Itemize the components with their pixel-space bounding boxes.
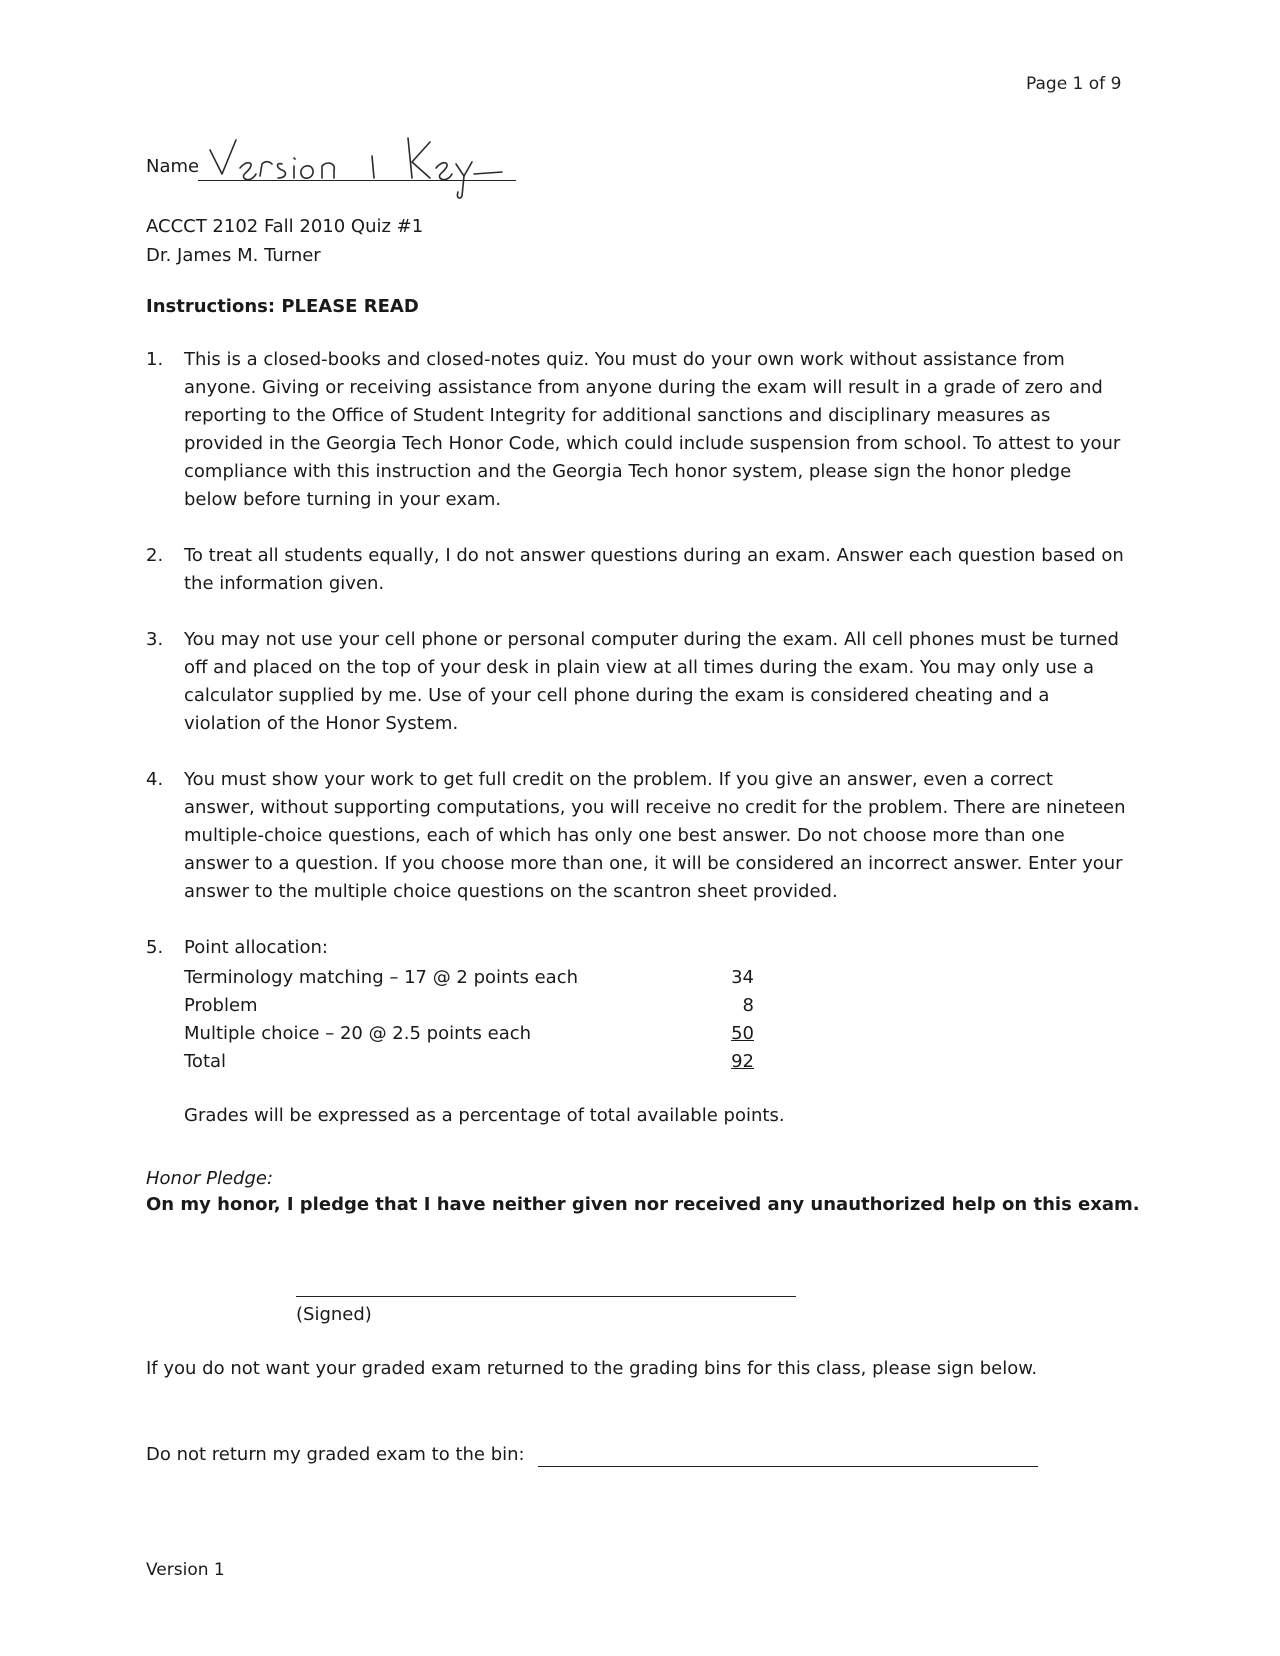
version-footer: Version 1	[146, 1560, 225, 1580]
bin-opt-out-row	[146, 1444, 1066, 1474]
course-info	[146, 212, 423, 270]
allocation-points: 8	[742, 995, 754, 1016]
bin-opt-out-label: Do not return my graded exam to the bin:	[146, 1444, 525, 1465]
instruction-item-point-allocation	[146, 934, 1126, 1130]
instruction-item	[146, 626, 1126, 738]
item-text: To treat all students equally, I do not answer questions during an exam. Answer each question based on the information given.	[184, 545, 1124, 594]
table-row	[184, 1020, 754, 1048]
handwritten-name-signature	[202, 130, 522, 200]
honor-pledge-label: Honor Pledge:	[146, 1168, 274, 1189]
allocation-label: Terminology matching – 17 @ 2 points each	[184, 967, 579, 988]
page-number: Page 1 of 9	[1026, 74, 1122, 94]
instruction-item	[146, 542, 1126, 598]
item-number: 2.	[146, 545, 164, 566]
item-text: Point allocation:	[184, 937, 328, 958]
name-field	[146, 130, 526, 190]
allocation-label: Total	[184, 1051, 227, 1072]
bin-opt-out-signature-line[interactable]	[538, 1466, 1038, 1467]
return-note: If you do not want your graded exam returned to the grading bins for this class, please sign below.	[146, 1358, 1038, 1379]
item-text: You must show your work to get full credit on the problem. If you give an answer, even a correct answer, without supporting computations, you will receive no credit for the problem. There are nineteen multiple-choice questions, each of which has only one best answer. Do not choose more than one answer to a question. If you choose more than one, it will be considered an incorrect answer. Enter your answer to the multiple choice questions on the scantron sheet provided.	[184, 769, 1126, 902]
grades-note: Grades will be expressed as a percentage of total available points.	[184, 1105, 785, 1126]
course-title: ACCCT 2102 Fall 2010 Quiz #1	[146, 216, 424, 237]
item-text: This is a closed-books and closed-notes quiz. You must do your own work without assistance from anyone. Giving or receiving assistance from anyone during the exam will result in a grade of zero and reporting to the Office of Student Integrity for additional sanctions and disciplinary measures as provided in the Georgia Tech Honor Code, which could include suspension from school. To attest to your compliance with this instruction and the Georgia Tech honor system, please sign the honor pledge below before turning in your exam.	[184, 349, 1121, 510]
item-text: You may not use your cell phone or personal computer during the exam. All cell phones must be turned off and placed on the top of your desk in plain view at all times during the exam. You may only use a calculator supplied by me. Use of your cell phone during the exam is considered cheating and a violation of the Honor System.	[184, 629, 1119, 734]
instructions-list	[146, 346, 1126, 1130]
name-label: Name	[146, 156, 200, 177]
instruction-item	[146, 766, 1126, 906]
allocation-label: Multiple choice – 20 @ 2.5 points each	[184, 1023, 532, 1044]
item-number: 3.	[146, 629, 164, 650]
allocation-points: 50	[731, 1023, 754, 1044]
honor-pledge-statement: On my honor, I pledge that I have neither given nor received any unauthorized help on this exam.	[146, 1194, 1140, 1215]
table-row	[184, 1048, 754, 1076]
allocation-label: Problem	[184, 995, 258, 1016]
allocation-total-points: 92	[731, 1051, 754, 1072]
point-allocation-table	[184, 964, 754, 1076]
table-row	[184, 964, 754, 992]
table-row	[184, 992, 754, 1020]
signed-label: (Signed)	[296, 1304, 372, 1325]
signature-line[interactable]	[296, 1296, 796, 1297]
item-number: 1.	[146, 349, 164, 370]
instructor-name: Dr. James M. Turner	[146, 245, 321, 266]
allocation-points: 34	[731, 967, 754, 988]
instructions-heading: Instructions: PLEASE READ	[146, 296, 419, 317]
item-number: 4.	[146, 769, 164, 790]
item-number: 5.	[146, 937, 164, 958]
instruction-item	[146, 346, 1126, 514]
